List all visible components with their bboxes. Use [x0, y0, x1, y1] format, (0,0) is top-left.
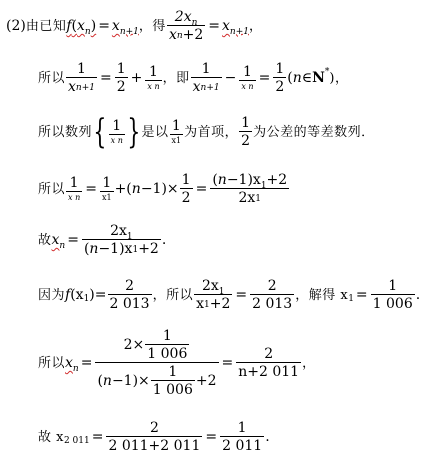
fraction-2x1-over-x1-plus-2: 2x 1 x 1 +2 [196, 278, 231, 312]
fraction-1-over-1006: $\frac{1}{1 006}$ [372, 278, 413, 312]
fraction-half: $\frac{1}{2}$ [116, 61, 126, 95]
fraction-xn-formula: 2x 1 ( n −1)x 1 +2 [83, 223, 159, 257]
line-general-term: 所以 $\frac{1}{\text{x n}}$ = $\frac{1}{x1}$ +( n −1)× $\frac{1}{2}$ = ( n −1)x 1 +2 2x 1 [38, 172, 288, 206]
fraction-final-b: $\frac{1}{2 011}$ [222, 420, 263, 454]
x-n-b: $x_n$ [65, 355, 79, 374]
fraction-2-over-n-plus-2011: $\frac{2}{n+2 011}$ [238, 346, 300, 380]
fraction-2-over-2013-b: $\frac{2}{2 013}$ [252, 278, 293, 312]
fraction-1-over-xn-c: $\frac{1}{\text{x n}}$ [68, 175, 81, 202]
line-sequence: 所以数列 { $\frac{1}{\text{x n}}$ } 是以 $\frac{1}{x1}$ 为首项， $\frac{1}{2}$ 为公差的等差数列． [38, 111, 375, 152]
fraction-half-b: $\frac{1}{2}$ [275, 61, 285, 95]
fraction-1-over-xn: $\frac{1}{\text{x n}}$ [147, 64, 160, 91]
fraction-compound: 2× $\frac{1}{1 006}$ ( n −1)× $\frac{1}{1 006}$ +2 [97, 328, 217, 398]
fraction-final-a: $\frac{2}{2 011+2 011}$ [108, 420, 201, 454]
line-substitute: 所以 $x_n$ = 2× $\frac{1}{1 006}$ ( n −1)× $\frac{1}{1 006}$ +2 = $\frac{2}{n+2 011}$ ， [38, 328, 316, 398]
line-xn-formula: 故 $x_n$ = 2x 1 ( n −1)x 1 +2 . [38, 223, 167, 257]
x-n: $x_n$ [51, 232, 66, 251]
line-given: (2) 由已知 $f(x_n)$ = $x_{n+1}$ ， 得 2x n x n +2 = $x_{n+1}$ ， [6, 9, 263, 43]
fraction-1-over-xn-b: $\frac{1}{\text{x n}}$ [241, 64, 254, 91]
fraction-2xn-over-xn-plus-2: 2x n x n +2 [168, 9, 204, 43]
text-lead: 由已知 [25, 18, 67, 34]
line-solve-x1: 因为 f (x 1 )= $\frac{2}{2 013}$ ，所以 2x 1 x 1 +2 = $\frac{2}{2 013}$ ，解得 x 1 = $\frac{1}{1 006}$ . [38, 278, 421, 312]
fraction-1-over-x1-b: $\frac{1}{x1}$ [101, 175, 112, 202]
x-n-plus-1-b: $x_{n+1}$ [222, 18, 249, 37]
fraction-1-over-xn-seq: $\frac{1}{\text{x n}}$ [110, 118, 123, 145]
fraction-half-d: $\frac{1}{2}$ [181, 172, 191, 206]
fraction-1-over-x-n1-b: 1 x n+1 [192, 61, 220, 95]
fraction-1-over-x1: $\frac{1}{x1}$ [171, 118, 182, 145]
fraction-2-over-2013: $\frac{2}{2 013}$ [109, 278, 150, 312]
line-recip: 所以 1 x n+1 = $\frac{1}{2}$ + $\frac{1}{\text{x n}}$ ， 即 1 x n+1 − $\frac{1}{\text{x n}}$ = $\frac{1}{2}$ ( n ∈ N * )， [38, 61, 349, 95]
f-of-xn: $f(x_n)$ [66, 18, 97, 37]
fraction-1-over-x-n1: 1 x n+1 [68, 61, 95, 95]
x-n-plus-1: $x_{n+1}$ [111, 18, 139, 37]
fraction-general: ( n −1)x 1 +2 2x 1 [212, 172, 288, 206]
line-final: 故 x 2 011 = $\frac{2}{2 011+2 011}$ = $\frac{1}{2 011}$ . [38, 420, 270, 454]
fraction-half-c: $\frac{1}{2}$ [241, 115, 251, 149]
part-label: (2) [6, 18, 26, 34]
